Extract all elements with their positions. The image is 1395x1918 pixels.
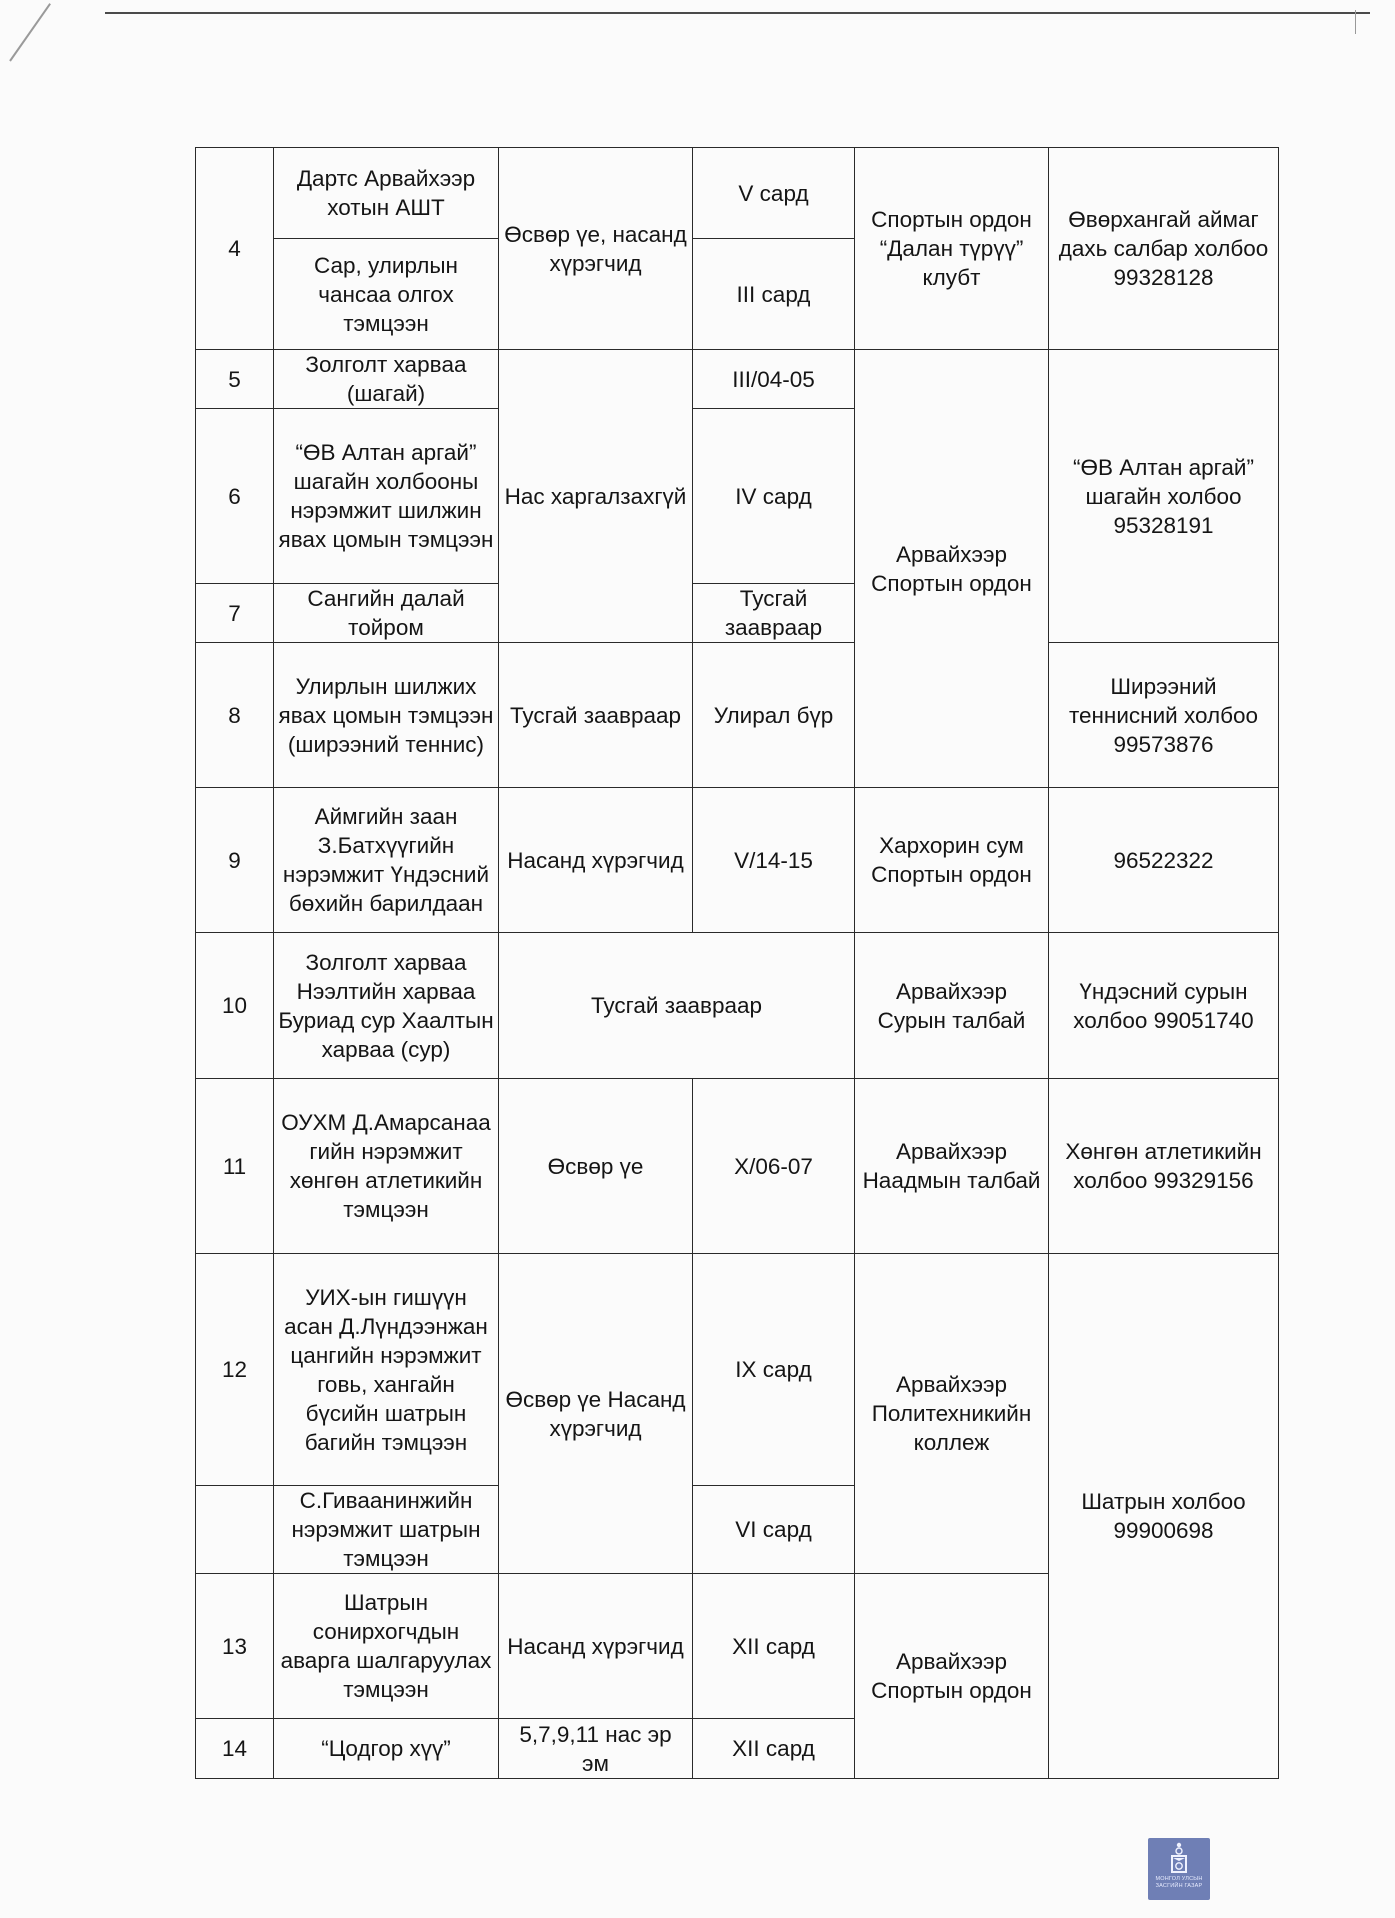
table-row xyxy=(196,788,1279,933)
row-number: 13 xyxy=(196,1574,274,1719)
row-number: 7 xyxy=(196,584,274,643)
table-row xyxy=(196,350,1279,409)
event-date: VI сард xyxy=(693,1486,855,1574)
event-name: Улирлын шилжих явах цомын тэмцээн (ширээний теннис) xyxy=(274,643,499,788)
event-date: V сард xyxy=(693,148,855,239)
event-name: Аймгийн заан З.Батхүүгийн нэрэмжит Үндэсний бөхийн барилдаан xyxy=(274,788,499,933)
event-date: XII сард xyxy=(693,1574,855,1719)
organizer-contact: “ӨВ Алтан аргай” шагайн холбоо 95328191 xyxy=(1049,350,1279,643)
event-location: Арвайхээр Наадмын талбай xyxy=(855,1079,1049,1254)
event-date: III сард xyxy=(693,239,855,350)
event-name: С.Гиваанинжийн нэрэмжит шатрын тэмцээн xyxy=(274,1486,499,1574)
event-date: IV сард xyxy=(693,409,855,584)
organizer-contact: Хөнгөн атлетикийн холбоо 99329156 xyxy=(1049,1079,1279,1254)
event-name: УИХ-ын гишүүн асан Д.Лүндээнжан цангийн нэрэмжит говь, хангайн бүсийн шатрын багийн тэмцээн xyxy=(274,1254,499,1486)
event-date: III/04-05 xyxy=(693,350,855,409)
page-top-rule xyxy=(105,12,1370,14)
event-name: “ӨВ Алтан аргай” шагайн холбооны нэрэмжит шилжин явах цомын тэмцээн xyxy=(274,409,499,584)
table-row xyxy=(196,933,1279,1079)
participants: Нас харгалзахгүй xyxy=(499,350,693,643)
row-number: 9 xyxy=(196,788,274,933)
government-logo xyxy=(1148,1838,1210,1900)
page-edge-mark xyxy=(1355,10,1356,34)
organizer-contact: Өвөрхангай аймаг дахь салбар холбоо 99328128 xyxy=(1049,148,1279,350)
table-row xyxy=(196,148,1279,239)
row-number: 10 xyxy=(196,933,274,1079)
event-location: Спортын ордон “Далан түрүү” клубт xyxy=(855,148,1049,350)
event-location: Хархорин сум Спортын ордон xyxy=(855,788,1049,933)
organizer-contact: Ширээний теннисний холбоо 99573876 xyxy=(1049,643,1279,788)
organizer-contact: Шатрын холбоо 99900698 xyxy=(1049,1254,1279,1779)
event-name: Сангийн далай тойром xyxy=(274,584,499,643)
participants: 5,7,9,11 нас эр эм xyxy=(499,1719,693,1779)
table-row xyxy=(196,1254,1279,1486)
table-row xyxy=(196,643,1279,788)
event-date: IX сард xyxy=(693,1254,855,1486)
row-number: 8 xyxy=(196,643,274,788)
event-date: Тусгай заавраар xyxy=(693,584,855,643)
participants: Насанд хүрэгчид xyxy=(499,788,693,933)
event-location: Арвайхээр Сурын талбай xyxy=(855,933,1049,1079)
row-number: 6 xyxy=(196,409,274,584)
event-location: Арвайхээр Политехникийн коллеж xyxy=(855,1254,1049,1574)
event-name: ОУХМ Д.Амарсанаа гийн нэрэмжит хөнгөн атлетикийн тэмцээн xyxy=(274,1079,499,1254)
soyombo-emblem-icon xyxy=(1167,1842,1191,1876)
event-date: X/06-07 xyxy=(693,1079,855,1254)
organizer-contact: 96522322 xyxy=(1049,788,1279,933)
table-row xyxy=(196,1079,1279,1254)
participants: Насанд хүрэгчид xyxy=(499,1574,693,1719)
competition-schedule-table xyxy=(195,147,1279,1779)
row-number: 4 xyxy=(196,148,274,350)
participants: Өсвөр үе xyxy=(499,1079,693,1254)
event-name: Золголт харваа Нээлтийн харваа Буриад сур Хаалтын харваа (сур) xyxy=(274,933,499,1079)
event-name: Шатрын сонирхогчдын аварга шалгаруулах тэмцээн xyxy=(274,1574,499,1719)
participants: Тусгай заавраар xyxy=(499,643,693,788)
row-number-empty xyxy=(196,1486,274,1574)
event-date: XII сард xyxy=(693,1719,855,1779)
participants: Өсвөр үе, насанд хүрэгчид xyxy=(499,148,693,350)
event-name: Золголт харвaa (шагай) xyxy=(274,350,499,409)
participants: Өсвөр үе Насанд хүрэгчид xyxy=(499,1254,693,1574)
event-name: Дартс Арвайхээр хотын АШТ xyxy=(274,148,499,239)
participants-and-date: Тусгай заавраар xyxy=(499,933,855,1079)
event-name: “Цодгор хүү” xyxy=(274,1719,499,1779)
logo-caption: МОНГОЛ УЛСЫН ЗАСГИЙН ГАЗАР xyxy=(1155,1876,1203,1889)
organizer-contact: Үндэсний сурын холбоо 99051740 xyxy=(1049,933,1279,1079)
event-name: Сар, улирлын чансаа олгох тэмцээн xyxy=(274,239,499,350)
row-number: 14 xyxy=(196,1719,274,1779)
row-number: 11 xyxy=(196,1079,274,1254)
event-location: Арвайхээр Спортын ордон xyxy=(855,1574,1049,1779)
event-location: Арвайхээр Спортын ордон xyxy=(855,350,1049,788)
row-number: 5 xyxy=(196,350,274,409)
event-date: V/14-15 xyxy=(693,788,855,933)
row-number: 12 xyxy=(196,1254,274,1486)
scan-mark xyxy=(9,3,51,61)
event-date: Улирал бүр xyxy=(693,643,855,788)
